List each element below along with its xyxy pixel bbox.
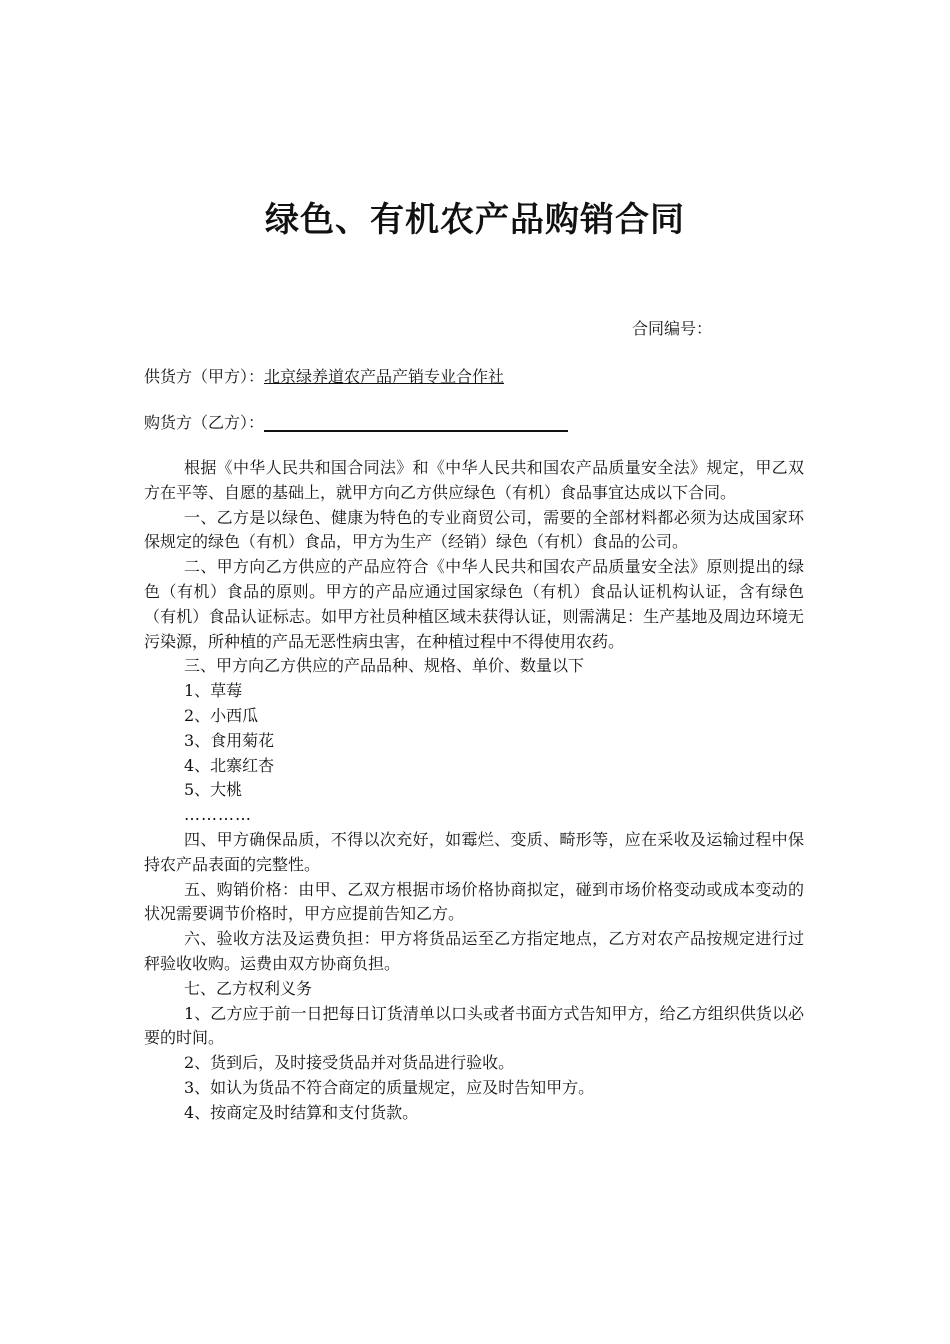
product-item: 4、北寨红杏 — [184, 755, 275, 775]
obligation-item-1: 1、乙方应于前一日把每日订货清单以口头或者书面方式告知甲方，给乙方组织供货以必要的时间。 — [144, 1003, 804, 1048]
product-item: 3、食用菊花 — [184, 730, 275, 750]
obligation-item-3: 3、如认为货品不符合商定的质量规定，应及时告知甲方。 — [184, 1077, 595, 1097]
supplier-line — [144, 364, 512, 390]
document-title: 绿色、有机农产品购销合同 — [265, 200, 685, 240]
paragraph-clause-3: 三、甲方向乙方供应的产品品种、规格、单价、数量以下 — [184, 656, 585, 676]
contract-body — [144, 456, 804, 1126]
paragraph-clause-5: 五、购销价格：由甲、乙双方根据市场价格协商拟定，碰到市场价格变动或成本变动的状况需要调节价格时，甲方应提前告知乙方。 — [144, 879, 804, 924]
product-item: 2、小西瓜 — [184, 705, 259, 725]
obligation-item-2: 2、货到后，及时接受货品并对货品进行验收。 — [184, 1053, 515, 1073]
ellipsis: ………… — [184, 805, 252, 825]
paragraph-clause-4: 四、甲方确保品质，不得以次充好，如霉烂、变质、畸形等，应在采收及运输过程中保持农产品表面的完整性。 — [144, 829, 804, 874]
paragraph-clause-7: 七、乙方权利义务 — [184, 978, 313, 998]
paragraph-clause-1: 一、乙方是以绿色、健康为特色的专业商贸公司，需要的全部材料都必须为达成国家环保规定的绿色（有机）食品，甲方为生产（经销）绿色（有机）食品的公司。 — [144, 507, 804, 552]
obligation-item-4: 4、按商定及时结算和支付货款。 — [184, 1102, 419, 1122]
paragraph-clause-6: 六、验收方法及运费负担：甲方将货品运至乙方指定地点，乙方对农产品按规定进行过秤验收收购。运费由双方协商负担。 — [144, 929, 804, 973]
product-item: 1、草莓 — [184, 681, 243, 701]
buyer-blank-field — [264, 412, 568, 432]
supplier-name: 北京绿养道农产品产销专业合作社 — [264, 367, 505, 386]
buyer-label: 购货方（乙方）： — [144, 413, 265, 432]
buyer-line — [144, 410, 568, 436]
supplier-label: 供货方（甲方）： — [144, 367, 265, 386]
product-item: 5、大桃 — [184, 780, 243, 800]
paragraph-preamble: 根据《中华人民共和国合同法》和《中华人民共和国农产品质量安全法》规定，甲乙双方在平等、自愿的基础上，就甲方向乙方供应绿色（有机）食品事宜达成以下合同。 — [144, 458, 804, 502]
contract-number-label: 合同编号： — [632, 319, 713, 338]
paragraph-clause-2: 二、甲方向乙方供应的产品应符合《中华人民共和国农产品质量安全法》原则提出的绿色（有机）食品的原则。甲方的产品应通过国家绿色（有机）食品认证机构认证，含有绿色（有机）食品认证标志。如甲方社员种植区域未获得认证，则需满足：生产基地及周边环境无污染源，所种植的产品无恶性病虫害，在种植过程中不得使用农药。 — [144, 557, 804, 651]
